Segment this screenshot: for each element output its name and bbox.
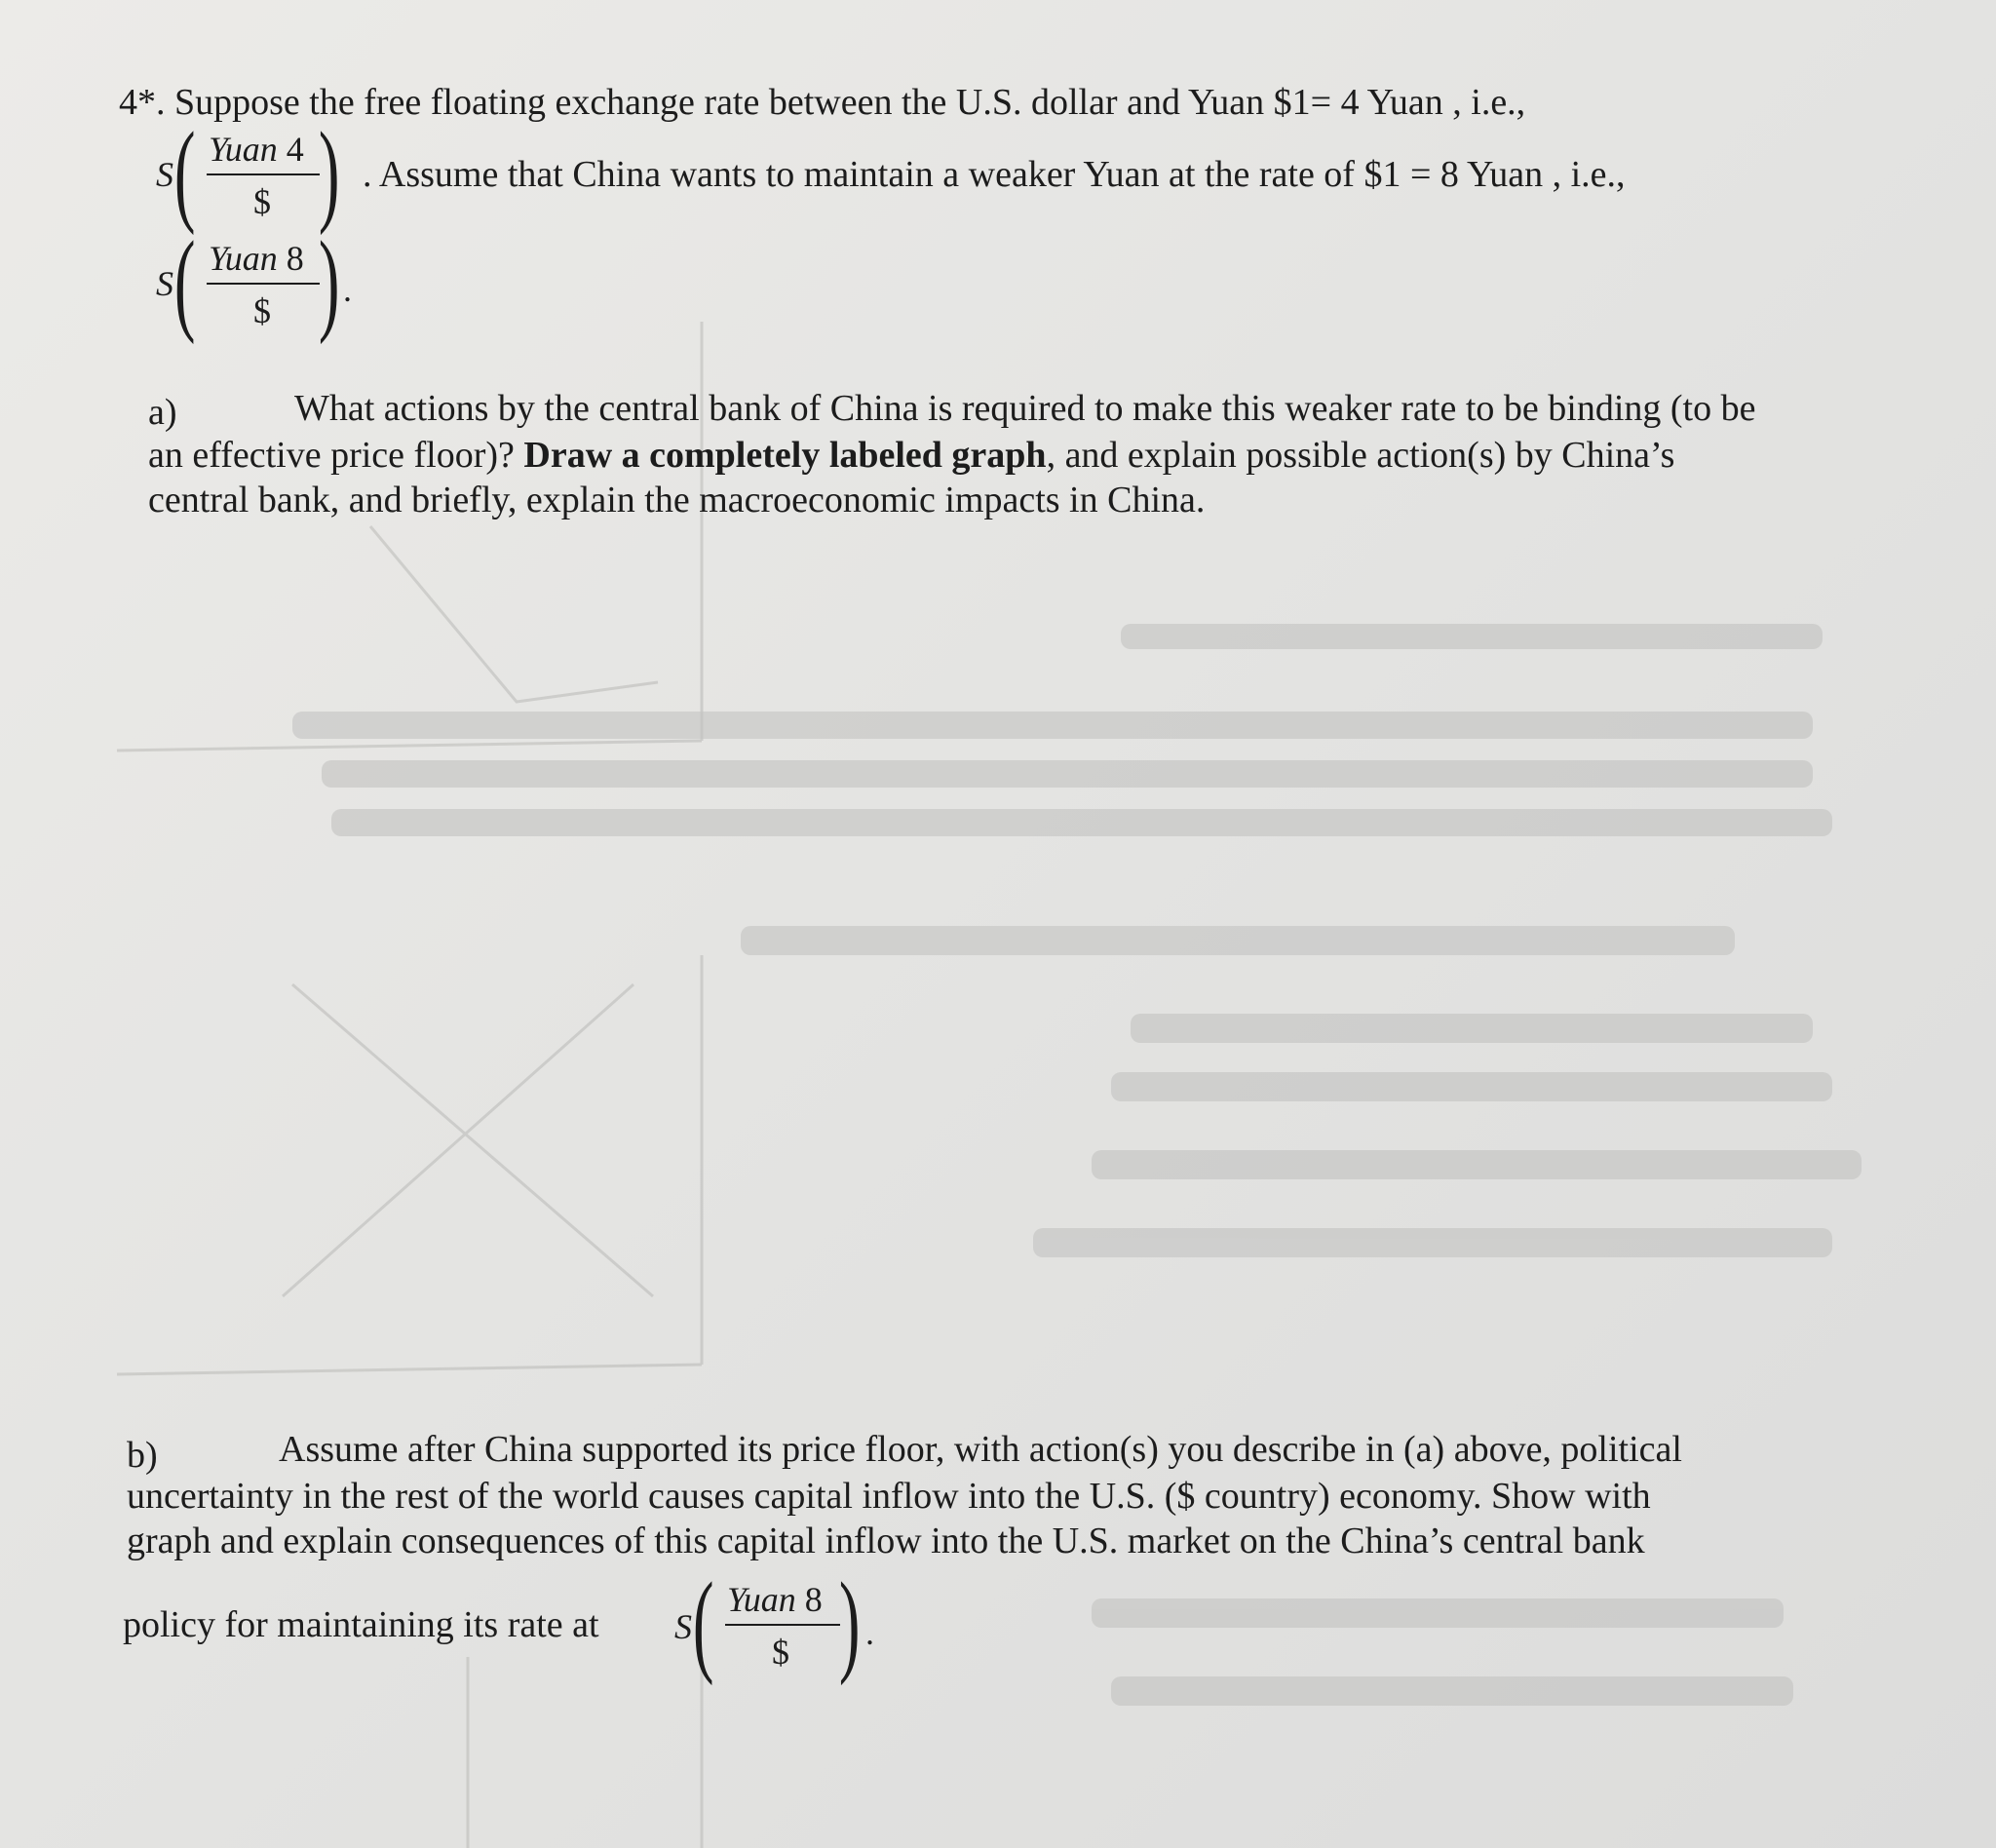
part-a-label: a) [148, 392, 177, 433]
part-a-bold-instruction: Draw a completely labeled graph [523, 435, 1047, 476]
rate1-fraction-bar [207, 173, 320, 175]
rate2-right-paren: ) [318, 217, 340, 345]
question-number: 4*. [119, 82, 166, 123]
rate2-numerator: Yuan 8 [209, 239, 304, 278]
rate3-left-paren: ( [692, 1559, 714, 1686]
rate1-right-paren: ) [318, 108, 340, 236]
rate1-s: S [156, 155, 173, 194]
part-a-line-1: What actions by the central bank of China is required to make this weaker rate to be binding (to be [294, 388, 1756, 429]
part-b-line-3: graph and explain consequences of this capital inflow into the U.S. market on the China’s central bank [127, 1521, 1645, 1561]
question-text-1: Suppose the free floating exchange rate between the U.S. dollar and Yuan $1= 4 Yuan , i.e., [174, 82, 1526, 123]
rate3-fraction-bar [725, 1624, 840, 1626]
part-b-line-1: Assume after China supported its price floor, with action(s) you describe in (a) above, political [279, 1429, 1682, 1470]
rate1-left-paren: ( [173, 108, 196, 236]
rate3-s: S [674, 1607, 692, 1646]
part-b-label: b) [127, 1435, 158, 1476]
question-line-2: . Assume that China wants to maintain a weaker Yuan at the rate of $1 = 8 Yuan , i.e., [363, 154, 1626, 195]
rate3-denominator: $ [772, 1633, 789, 1672]
rate2-period: . [343, 270, 352, 309]
rate1-denominator: $ [253, 182, 271, 221]
rate1-numerator: Yuan 4 [209, 130, 304, 169]
part-a-line-2: an effective price floor)? Draw a completely labeled graph, and explain possible action(s) by China’s [148, 435, 1675, 476]
rate2-left-paren: ( [173, 217, 196, 345]
rate3-right-paren: ) [838, 1559, 861, 1686]
part-a-line-3: central bank, and briefly, explain the macroeconomic impacts in China. [148, 480, 1206, 520]
rate2-s: S [156, 264, 173, 303]
rate2-fraction-bar [207, 283, 320, 285]
rate2-denominator: $ [253, 291, 271, 330]
part-b-line-2: uncertainty in the rest of the world causes capital inflow into the U.S. ($ country) economy. Show with [127, 1476, 1651, 1517]
rate3-numerator: Yuan 8 [727, 1580, 823, 1619]
rate3-period: . [865, 1613, 874, 1652]
part-b-line-4: policy for maintaining its rate at [123, 1604, 599, 1645]
